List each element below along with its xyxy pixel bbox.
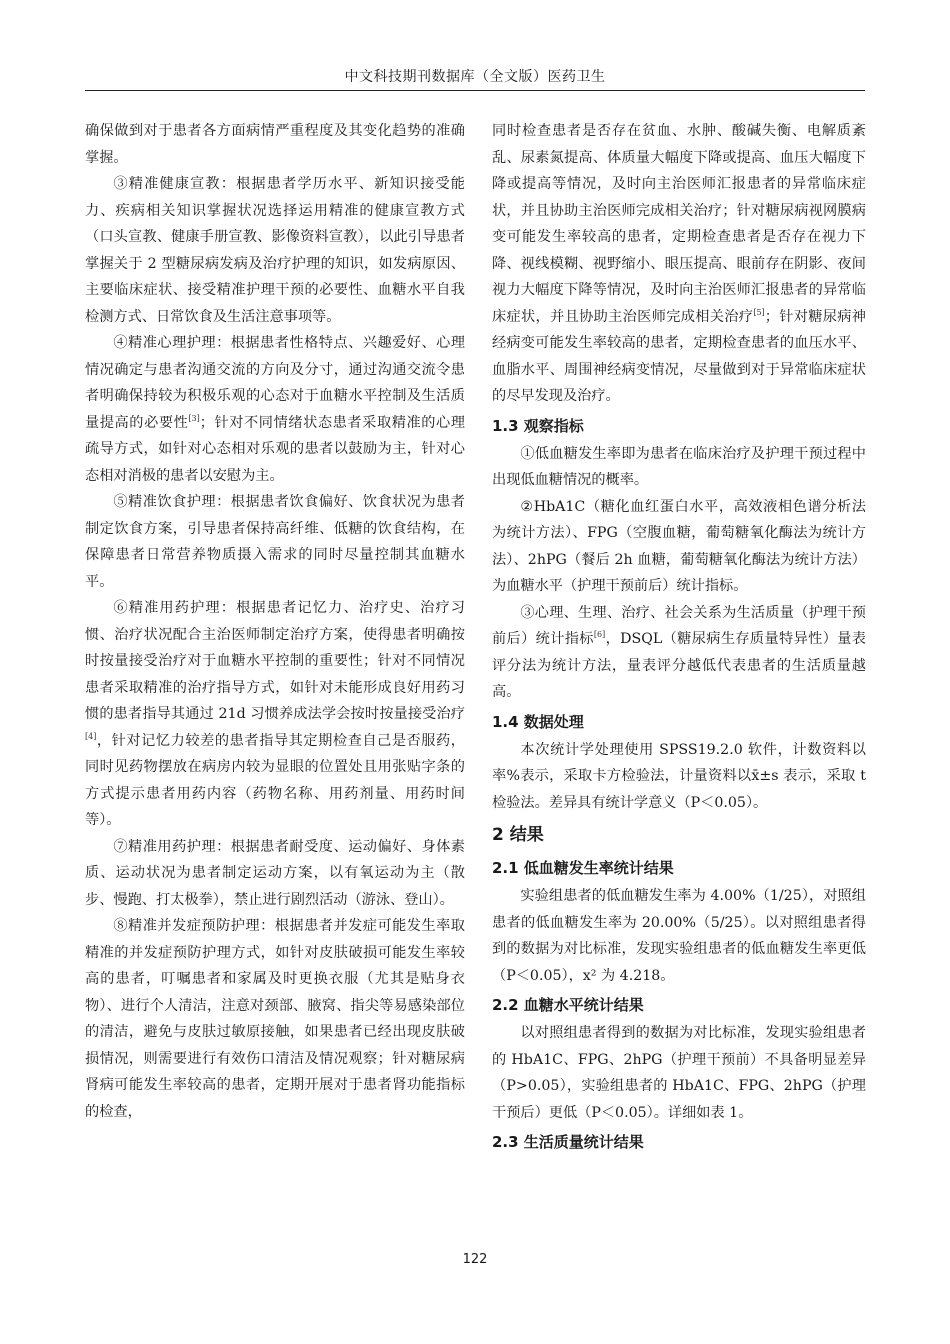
citation-ref: [4] xyxy=(85,731,97,741)
section-heading-2-3: 2.3 生活质量统计结果 xyxy=(492,1133,644,1151)
paragraph: 确保做到对于患者各方面病情严重程度及其变化趋势的准确掌握。 xyxy=(85,123,465,166)
paragraph-diet-care: ⑤精准饮食护理：根据患者饮食偏好、饮食状况为患者制定饮食方案，引导患者保持高纤维、低糖的饮食结构，在保障患者日常营养物质摄入需求的同时尽量控制其血糖水平。 xyxy=(85,494,465,590)
running-header: 中文科技期刊数据库（全文版）医药卫生 xyxy=(344,69,606,85)
paragraph-text: ④精准心理护理：根据患者性格特点、兴趣爱好、心理情况确定与患者沟通交流的方向及分寸，通过沟通交流令患者明确保持较为积极乐观的心态对于血糖水平控制及生活质量提高的必要性 xyxy=(85,335,465,431)
paragraph-text: ⑥精准用药护理：根据患者记忆力、治疗史、治疗习惯、治疗状况配合主治医师制定治疗方案，使得患者明确按时按量接受治疗对于血糖水平控制的重要性；针对不同情况患者采取精准的治疗指导方式，如针对未能形成良好用药习惯的患者指导其通过 21d 习惯养成法学会按时按量接受治疗 xyxy=(85,600,465,722)
paragraph-text: ③心理、生理、治疗、社会关系为生活质量（护理干预前后）统计指标 xyxy=(492,604,866,647)
paragraph-observation-3 xyxy=(492,600,866,706)
paragraph-text: ，针对记忆力较差的患者指导其定期检查自己是否服药，同时见药物摆放在病房内较为显眼的位置处且用张贴字条的方式提示患者用药内容（药物名称、用药剂量、用药时间等）。 xyxy=(85,732,465,828)
paragraph-medication-care xyxy=(85,595,465,834)
section-heading-2-1: 2.1 低血糖发生率统计结果 xyxy=(492,859,674,877)
left-column xyxy=(85,118,465,1125)
paragraph-observation-2: ②HbA1C（糖化血红蛋白水平，高效液相色谱分析法为统计方法）、FPG（空腹血糖，葡萄糖氧化酶法为统计方法）、2hPG（餐后 2h 血糖，葡萄糖氧化酶法为统计方法）为血糖水平（护理干预前后）统计指标。 xyxy=(492,498,866,594)
paragraph-result-hypoglycemia: 实验组患者的低血糖发生率为 4.00%（1/25），对照组患者的低血糖发生率为 20.00%（5/25）。以对照组患者得到的数据为对比标准，发现实验组患者的低血糖发生率更低（P＜0.05），x² 为 4.218。 xyxy=(492,888,866,984)
paragraph xyxy=(492,118,866,410)
section-heading-1-3: 1.3 观察指标 xyxy=(492,416,584,435)
paragraph-text: ；针对糖尿病神经病变可能发生率较高的患者，定期检查患者的血压水平、血脂水平、周围神经病变情况，尽量做到对于异常临床症状的尽早发现及治疗。 xyxy=(492,308,866,404)
paragraph-text: ；针对不同情绪状态患者采取精准的心理疏导方式，如针对心态相对乐观的患者以鼓励为主，针对心态相对消极的患者以安慰为主。 xyxy=(85,414,465,484)
paragraph-data-processing: 本次统计学处理使用 SPSS19.2.0 软件，计数资料以率%表示，采取卡方检验法，计量资料以x̄±s 表示，采取 t 检验法。差异具有统计学意义（P＜0.05）。 xyxy=(492,741,866,811)
citation-ref: [3] xyxy=(188,413,200,423)
paragraph-text: 同时检查患者是否存在贫血、水肿、酸碱失衡、电解质紊乱、尿素氮提高、体质量大幅度下降或提高、血压大幅度下降或提高等情况，及时向主治医师汇报患者的异常临床症状，并且协助主治医师完成相关治疗；针对糖尿病视网膜病变可能发生率较高的患者，定期检查患者是否存在视力下降、视线模糊、视野缩小、眼压提高、眼前存在阴影、夜间视力大幅度下降等情况，及时向主治医师汇报患者的异常临床症状，并且协助主治医师完成相关治疗 xyxy=(492,123,866,325)
paragraph-psychological-care xyxy=(85,330,465,489)
section-heading-2: 2 结果 xyxy=(492,825,544,845)
paragraph-observation-1: ①低血糖发生率即为患者在临床治疗及护理干预过程中出现低血糖情况的概率。 xyxy=(492,445,866,488)
citation-ref: [6] xyxy=(593,630,606,639)
paragraph-exercise-care: ⑦精准用药护理：根据患者耐受度、运动偏好、身体素质、运动状况为患者制定运动方案，以有氧运动为主（散步、慢跑、打太极拳），禁止进行剧烈活动（游泳、登山）。 xyxy=(85,838,465,908)
paragraph-health-education: ③精准健康宣教：根据患者学历水平、新知识接受能力、疾病相关知识掌握状况选择运用精准的健康宣教方式（口头宣教、健康手册宣教、影像资料宣教），以此引导患者掌握关于 2 型糖尿病发病及治疗护理的知识，如发病原因、主要临床症状、接受精准护理干预的必要性、血糖水平自我检测方式、日常饮食及生活注意事项等。 xyxy=(85,176,465,325)
section-heading-1-4: 1.4 数据处理 xyxy=(492,712,584,731)
paragraph-complication-care: ⑧精准并发症预防护理：根据患者并发症可能发生率取精准的并发症预防护理方式，如针对皮肤破损可能发生率较高的患者，叮嘱患者和家属及时更换衣服（尤其是贴身衣物）、进行个人清洁，注意对颈部、腋窝、指尖等易感染部位的清洁，避免与皮肤过敏原接触，如果患者已经出现皮肤破损情况，则需要进行有效伤口清洁及情况观察；针对糖尿病肾病可能发生率较高的患者，定期开展对于患者肾功能指标的检查， xyxy=(85,918,465,1120)
paragraph-result-glucose: 以对照组患者得到的数据为对比标准，发现实验组患者的 HbA1C、FPG、2hPG（护理干预前）不具备明显差异（P>0.05），实验组患者的 HbA1C、FPG、2hPG（护理干预后）更低（P＜0.05）。详细如表 1。 xyxy=(492,1025,866,1121)
page-number: 122 xyxy=(462,1252,488,1267)
citation-ref: [5] xyxy=(753,307,765,317)
section-heading-2-2: 2.2 血糖水平统计结果 xyxy=(492,996,644,1014)
header-rule xyxy=(85,90,865,91)
paragraph-text: ，DSQL（糖尿病生存质量特异性）量表评分法为统计方法，量表评分越低代表患者的生活质量越高。 xyxy=(492,631,866,700)
right-column xyxy=(492,118,866,1157)
